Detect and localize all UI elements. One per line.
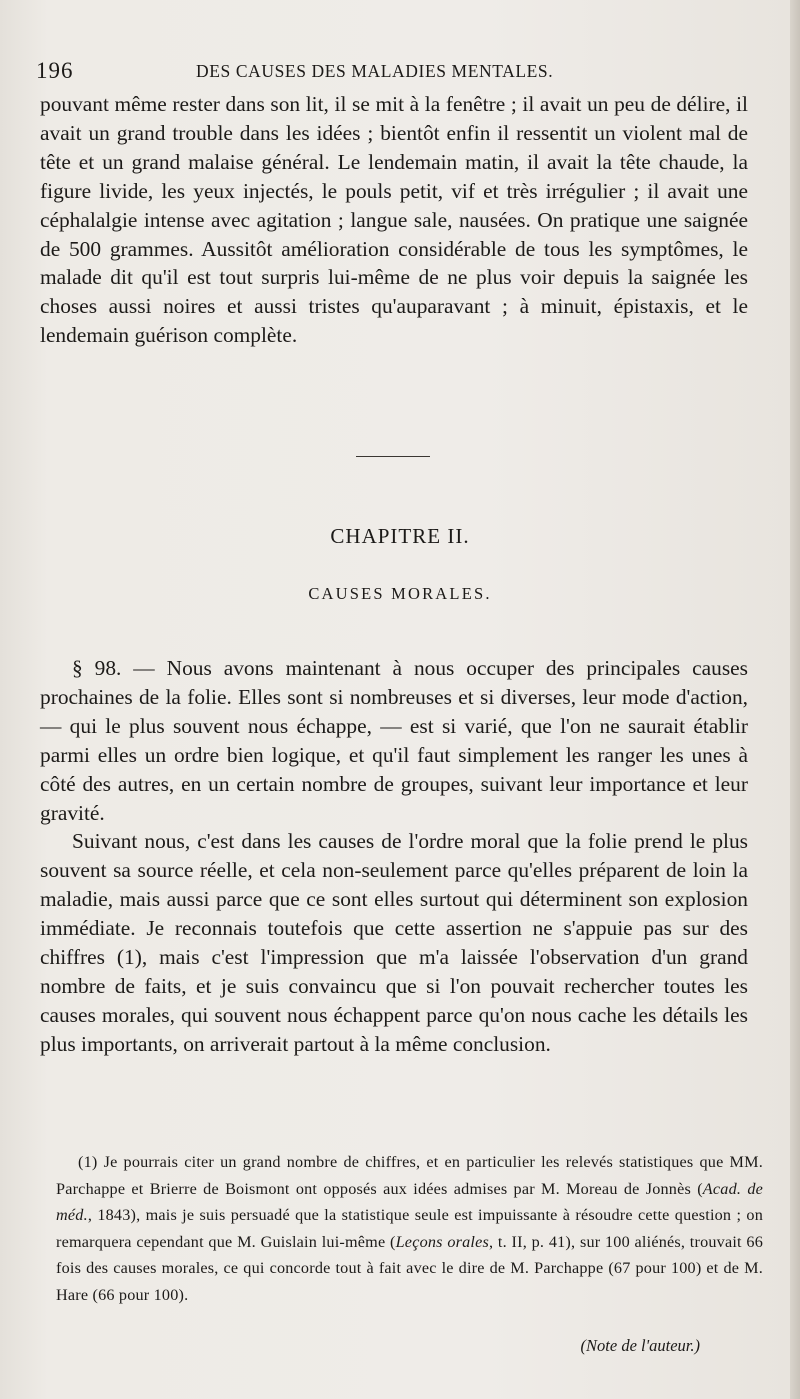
chapter-title: CHAPITRE II. xyxy=(330,524,470,548)
continuation-text xyxy=(40,90,748,350)
page-number: 196 xyxy=(36,58,74,83)
main-text xyxy=(40,654,748,1059)
paragraph-98: § 98. — Nous avons maintenant à nous occuper des principales causes prochaines de la folie. Elles sont si nombreuses et si diverses, leur mode d'action, — qui le plus souvent nous échappe, — est si varié, que l'on ne saurait établir parmi elles un ordre bien logique, et qu'il faut simplement les ranger les unes à côté des autres, en un certain nombre de groupes, suivant leur importance et leur gravité. xyxy=(40,656,748,825)
page-edge xyxy=(790,0,800,1399)
chapter-subtitle: CAUSES MORALES. xyxy=(308,584,492,603)
section-divider xyxy=(356,456,430,457)
page-header xyxy=(36,58,756,86)
paragraph-moral-causes: Suivant nous, c'est dans les causes de l'ordre moral que la folie prend le plus souvent sa source réelle, et cela non-seulement parce qu'elles préparent de loin la maladie, mais aussi parce que ce sont elles surtout qui déterminent son explosion immédiate. Je reconnais toutefois que cette assertion ne s'appuie pas sur des chiffres (1), mais c'est l'impression que m'a laissée l'observation d'un grand nombre de faits, et je suis convaincu que si l'on pouvait rechercher toutes les causes morales, qui souvent nous échappent parce qu'on nous cache les détails les plus importants, on arriverait partout à la même conclusion. xyxy=(40,829,748,1056)
continuation-paragraph: pouvant même rester dans son lit, il se mit à la fenêtre ; il avait un peu de délire, il avait un grand trouble dans les idées ; bientôt enfin il ressentit un violent mal de tête et un grand malaise général. Le lendemain matin, il avait la tête chaude, la figure livide, les yeux injectés, le pouls petit, vif et très irrégulier ; il avait une céphalalgie intense avec agitation ; langue sale, nausées. On pratique une saignée de 500 grammes. Aussitôt amélioration considérable de tous les symptômes, le malade dit qu'il est tout surpris lui-même de ne plus voir depuis la saignée les choses aussi noires et aussi tristes qu'auparavant ; à minuit, épistaxis, et le lendemain guérison complète. xyxy=(40,92,748,348)
footnote-text: (1) Je pourrais citer un grand nombre de chiffres, et en particulier les relevés statistiques que MM. Parchappe et Brierre de Boismont ont opposés aux idées admises par M. Moreau de Jonnès (Acad. de méd., 1843), mais je suis persuadé que la statistique seule est impuissante à résoudre cette question ; on remarquera cependant que M. Guislain lui-même (Leçons orales, t. II, p. 41), sur 100 aliénés, trouvait 66 fois des causes morales, ce qui concorde tout à fait avec le dire de M. Parchappe (67 pour 100) et de M. Hare (66 pour 100). xyxy=(56,1153,764,1304)
running-title: DES CAUSES DES MALADIES MENTALES. xyxy=(196,61,554,81)
footnote xyxy=(56,1149,763,1309)
author-note-signature: (Note de l'auteur.) xyxy=(580,1336,700,1355)
